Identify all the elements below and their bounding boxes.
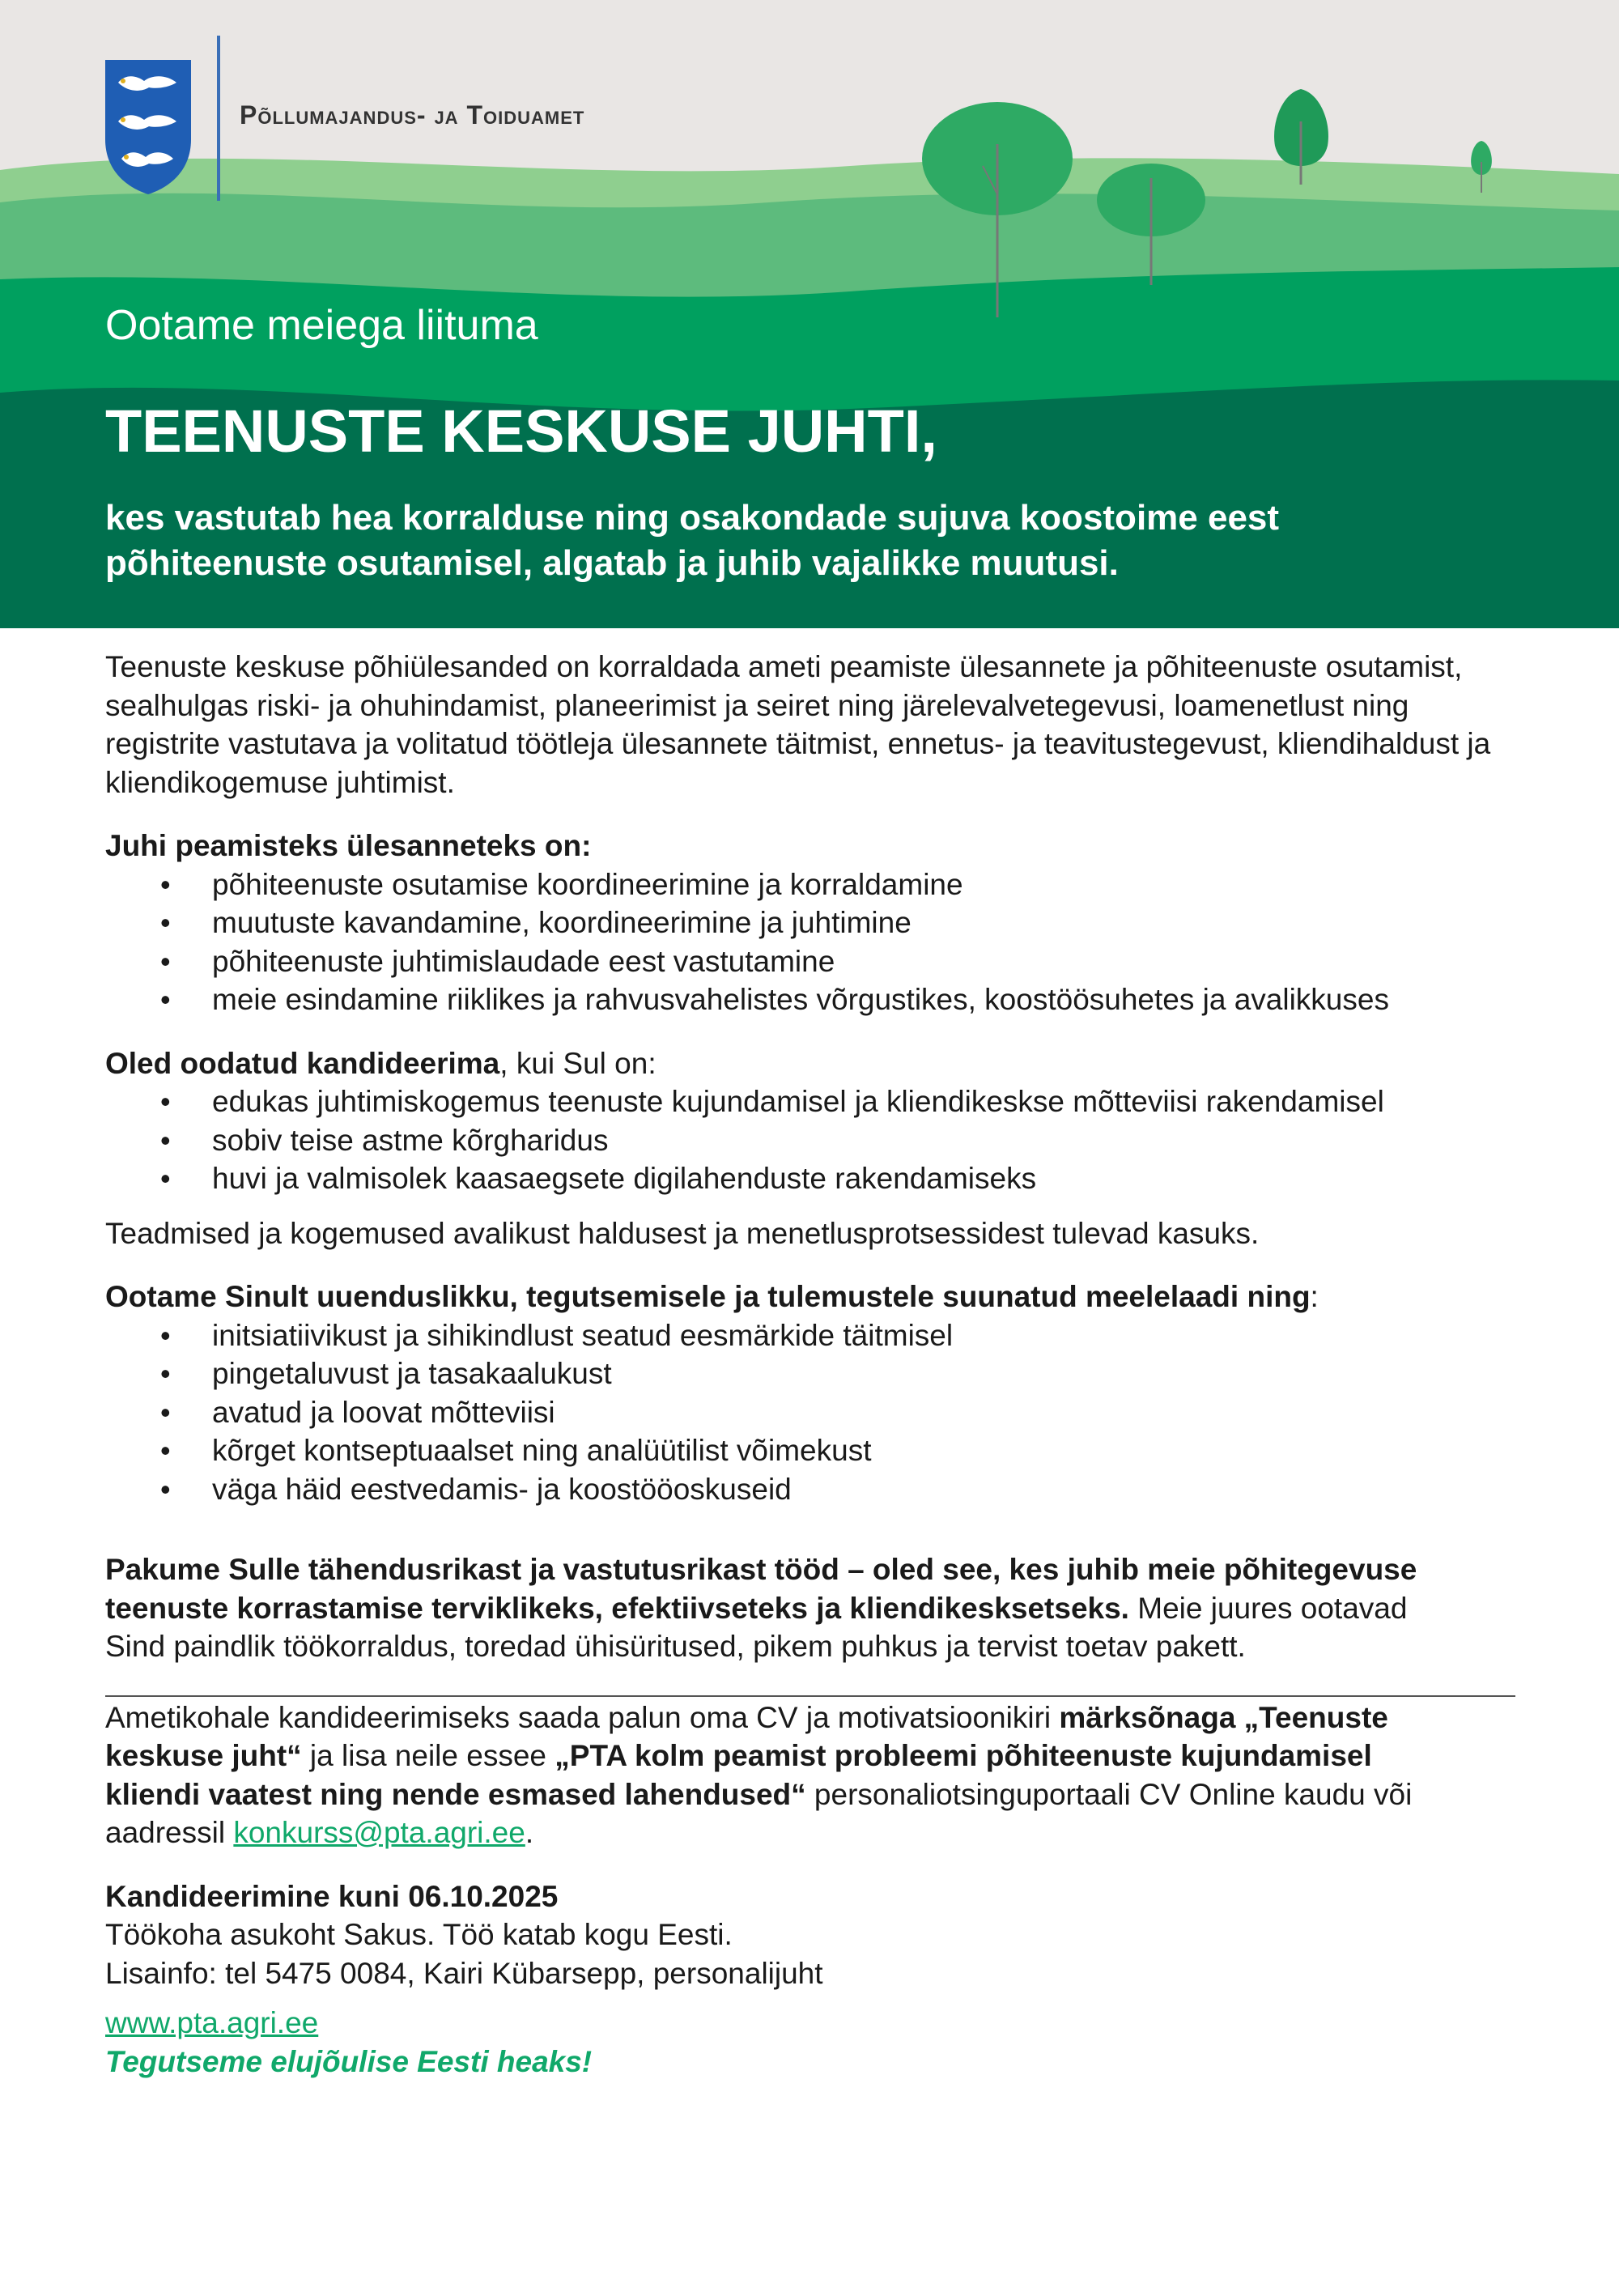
duties-list xyxy=(105,865,1522,1019)
requirements-list xyxy=(105,1082,1522,1198)
ad-body xyxy=(105,648,1522,2081)
estonian-coat-of-arms-logo xyxy=(104,58,193,196)
apply-paragraph: Ametikohale kandideerimiseks saada palun oma CV ja motivatsioonikiri märksõnaga „Teenuste keskuse juht“ ja lisa neile essee „PTA kolm peamist probleemi põhiteenuste kujundamisel kliendi vaatest ning nende esmased lahendused“ personaliotsinguportaali CV Online kaudu või aadressil konkurss@pta.agri.ee. xyxy=(105,1700,1413,1849)
advantage-paragraph: Teadmised ja kogemused avalikust haldusest ja menetlusprotsessidest tulevad kasuks. xyxy=(105,1216,1260,1250)
position-title: TEENUSTE KESKUSE JUHTI, xyxy=(105,398,937,465)
position-subtitle xyxy=(105,495,1530,586)
offer-paragraph: Pakume Sulle tähendusrikast ja vastutusrikast tööd – oled see, kes juhib meie põhitegevuse teenuste korrastamise terviklikeks, efektiivseteks ja kliendikesksetseks. Meie juures ootavad Sind paindlik töökorraldus, toredad ühisüritused, pikem puhkus ja tervist toetav pakett. xyxy=(105,1553,1417,1663)
agency-name: Põllumajandus- ja Toiduamet xyxy=(240,100,585,130)
duties-heading: Juhi peamisteks ülesanneteks on: xyxy=(105,829,592,862)
subtitle-line: kes vastutab hea korralduse ning osakondade sujuva koostoime eest xyxy=(105,498,1280,538)
list-item: • meie esindamine riiklikes ja rahvusvahelistes võrgustikes, koostöösuhetes ja avalikkuses xyxy=(105,980,1522,1019)
invite-line: Ootame meiega liituma xyxy=(105,302,538,349)
logo-divider xyxy=(217,36,220,201)
list-item: • muutuste kavandamine, koordineerimine ja juhtimine xyxy=(105,904,1522,942)
mindset-list xyxy=(105,1316,1522,1509)
location: Töökoha asukoht Sakus. Töö katab kogu Eesti. xyxy=(105,1918,733,1951)
header-banner xyxy=(0,0,1619,628)
contact-info: Lisainfo: tel 5475 0084, Kairi Kübarsepp, personalijuht xyxy=(105,1956,823,1990)
intro-paragraph: Teenuste keskuse põhiülesanded on korraldada ameti peamiste ülesannete ja põhiteenuste osutamist, sealhulgas riski- ja ohuhindamist, planeerimist ja seiret ning järelevalvetegevusi, loamenetlust ning registrite vastutava ja volitatud töötleja ülesannete täitmist, ennetus- ja teavitustegevust, kliendihaldust ja kliendikogemuse juhtimist. xyxy=(105,650,1491,799)
list-item: • initsiatiivikust ja sihikindlust seatud eesmärkide täitmisel xyxy=(105,1316,1522,1355)
list-item: • väga häid eestvedamis- ja koostööoskuseid xyxy=(105,1470,1522,1509)
subtitle-line: põhiteenuste osutamisel, algatab ja juhib vajalikke muutusi. xyxy=(105,543,1119,583)
list-item: • kõrget kontseptuaalset ning analüütilist võimekust xyxy=(105,1431,1522,1470)
list-item: • sobiv teise astme kõrgharidus xyxy=(105,1121,1522,1160)
email-link[interactable]: konkurss@pta.agri.ee xyxy=(233,1816,525,1849)
list-item: • põhiteenuste juhtimislaudade eest vastutamine xyxy=(105,942,1522,981)
website-link[interactable]: www.pta.agri.ee xyxy=(105,2006,319,2039)
deadline: Kandideerimine kuni 06.10.2025 xyxy=(105,1879,559,1913)
list-item: • huvi ja valmisolek kaasaegsete digilahenduste rakendamiseks xyxy=(105,1159,1522,1198)
slogan: Tegutseme elujõulise Eesti heaks! xyxy=(105,2044,593,2078)
list-item: • edukas juhtimiskogemus teenuste kujundamisel ja kliendikeskse mõtteviisi rakendamisel xyxy=(105,1082,1522,1121)
requirements-heading: Oled oodatud kandideerima, kui Sul on: xyxy=(105,1046,657,1080)
list-item: • pingetaluvust ja tasakaalukust xyxy=(105,1354,1522,1393)
mindset-heading: Ootame Sinult uuenduslikku, tegutsemisele ja tulemustele suunatud meelelaadi ning: xyxy=(105,1280,1319,1313)
list-item: • avatud ja loovat mõtteviisi xyxy=(105,1393,1522,1432)
list-item: • põhiteenuste osutamise koordineerimine ja korraldamine xyxy=(105,865,1522,904)
